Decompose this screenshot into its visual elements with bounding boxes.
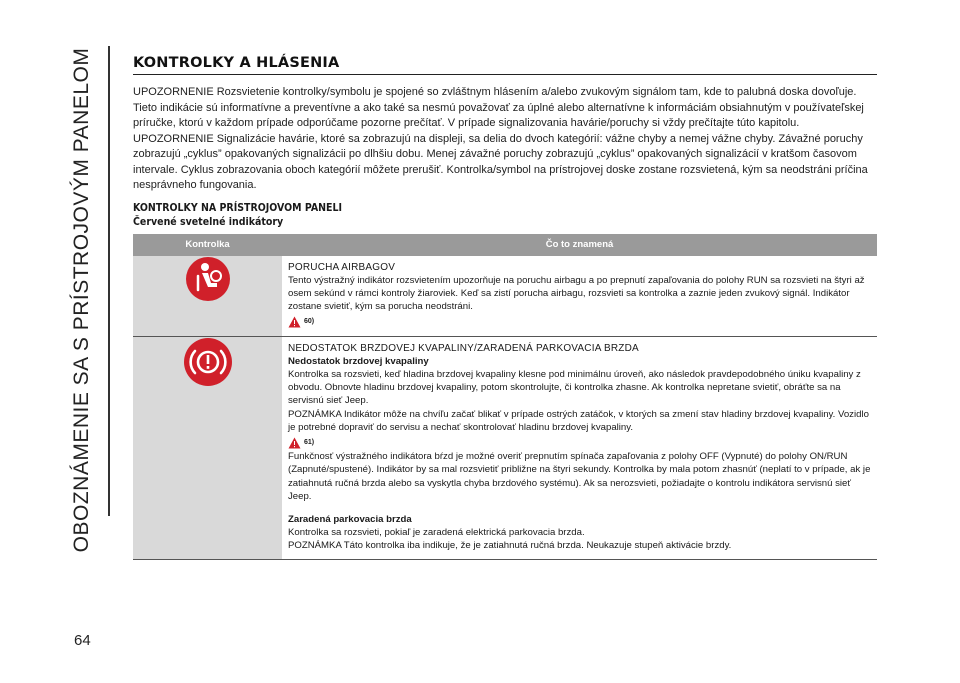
note-reference: 60): [304, 318, 315, 326]
column-header-meaning: Čo to znamená: [282, 234, 877, 256]
indicator-subtitle: Zaradená parkovacia brzda: [288, 513, 412, 525]
caution-triangle-icon: [288, 316, 301, 328]
indicator-cell: [133, 256, 282, 337]
indicator-title: PORUCHA AIRBAGOV: [288, 261, 396, 273]
intro-paragraph-2: UPOZORNENIE Signalizácie havárie, ktoré sa zobrazujú na displeji, sa delia do dvoch kategórií: vážne chyby a nemej vážne chyby. Závažné poruchy zobrazujú „cyklus” opakovaných signalizácii po dlhšiu dobu. Menej závažné poruchy zobrazujú „cyklus” opakovaných signalizácií v kratšom časovom intervale. Cyklus zobrazovania oboch kategórií môžete prerušiť. Kontrolka/symbol na prístrojovej doske zostane rozsvietená, kým sa neodstráni príčina nesprávneho fungovania.: [133, 132, 868, 191]
intro-paragraph-1: UPOZORNENIE Rozsvietenie kontrolky/symbolu je spojené so zvláštnym hlásením a/alebo zvukovým signálom tam, kde to palubná doska dovoľuje. Tieto indikácie sú informatívne a preventívne a ako také sa nesmú považovať za úplné alebo alternatívne k informáciám obsiahnutým v používateľskej príručke, ktorú v každom prípade odporúčame pozorne prečítať. V prípade signalizovania havárie/poruchy si vždy prečítajte túto kapitolu.: [133, 86, 864, 129]
table-row: [133, 256, 877, 337]
indicator-description: Kontrolka sa rozsvieti, pokiaľ je zaradená elektrická parkovacia brzda.: [288, 527, 585, 539]
section-title: KONTROLKY A HLÁSENIA: [133, 55, 877, 75]
chapter-side-title: OBOZNÁMENIE SA S PRÍSTROJOVÝM PANELOM: [70, 47, 93, 553]
note-reference: 61): [304, 438, 315, 446]
indicator-note-text: POZNÁMKA Indikátor môže na chvíľu začať blikať v prípade ostrých zatáčok, v ktorých sa zmení stav hladiny brzdovej kvapaliny. Vozidlo je potrebné dopraviť do servisu a nechať skontrolovať hladinu brzdovej kvapaliny.: [288, 408, 869, 433]
subheading-instrument-panel: KONTROLKY NA PRÍSTROJOVOM PANELI: [133, 201, 343, 214]
indicator-table: [133, 234, 877, 560]
caution-triangle-icon: [288, 437, 301, 449]
brake-warning-icon: [183, 337, 233, 387]
indicator-description: Tento výstražný indikátor rozsvietením upozorňuje na poruchu airbagu a po prepnutí zapaľovania do polohy RUN sa rozsvieti na štyri až osem sekúnd v rámci kontroly žiaroviek. Keď sa zistí porucha airbagu, rozsvieti sa kontrolka a zaznie jeden zvukový signál. Indikátor zostane svietiť, kým sa porucha neodstráni.: [288, 274, 865, 313]
page-number: 64: [74, 632, 91, 649]
indicator-cell: [133, 336, 282, 559]
table-row: [133, 336, 877, 559]
meaning-cell: [282, 256, 877, 337]
warning-note: [288, 315, 877, 328]
meaning-cell: [282, 336, 877, 559]
indicator-subtitle: Nedostatok brzdovej kvapaliny: [288, 355, 429, 367]
indicator-title: NEDOSTATOK BRZDOVEJ KVAPALINY/ZARADENÁ PARKOVACIA BRZDA: [288, 342, 639, 354]
warning-note: [288, 436, 877, 449]
subheading-red-indicators: Červené svetelné indikátory: [133, 215, 284, 228]
page-content: [133, 55, 877, 560]
column-header-indicator: Kontrolka: [133, 234, 282, 256]
indicator-note-text: POZNÁMKA Táto kontrolka iba indikuje, že je zatiahnutá ručná brzda. Neukazuje stupeň aktivácie brzdy.: [288, 540, 732, 552]
airbag-warning-icon: [185, 256, 231, 302]
indicator-check-text: Funkčnosť výstražného indikátora bŕzd je možné overiť prepnutím spínača zapaľovania z polohy OFF (Vypnuté) do polohy ON/RUN (Zapnuté/spustené). Indikátor by sa mal rozsvietiť približne na štyri sekundy. Kontrolka by mala potom zhasnúť (neplatí to v prípade, ak je zatiahnutá ručná brzda alebo sa vyskytla chyba brzdového systému). Ak sa nerozsvieti, požiadajte o kontrolu indikátora servisnú sieť Jeep.: [288, 451, 871, 502]
indicator-description: Kontrolka sa rozsvieti, keď hladina brzdovej kvapaliny klesne pod minimálnu úroveň, ako následok pravdepodobného úniku kvapaliny z obvodu. Obnovte hladinu brzdovej kvapaliny, potom skontrolujte, či kontrolka zhasne. Ak kontrolka nepretane svietiť, obráťte sa na servisnú sieť Jeep.: [288, 368, 861, 407]
chapter-divider: [108, 46, 110, 516]
